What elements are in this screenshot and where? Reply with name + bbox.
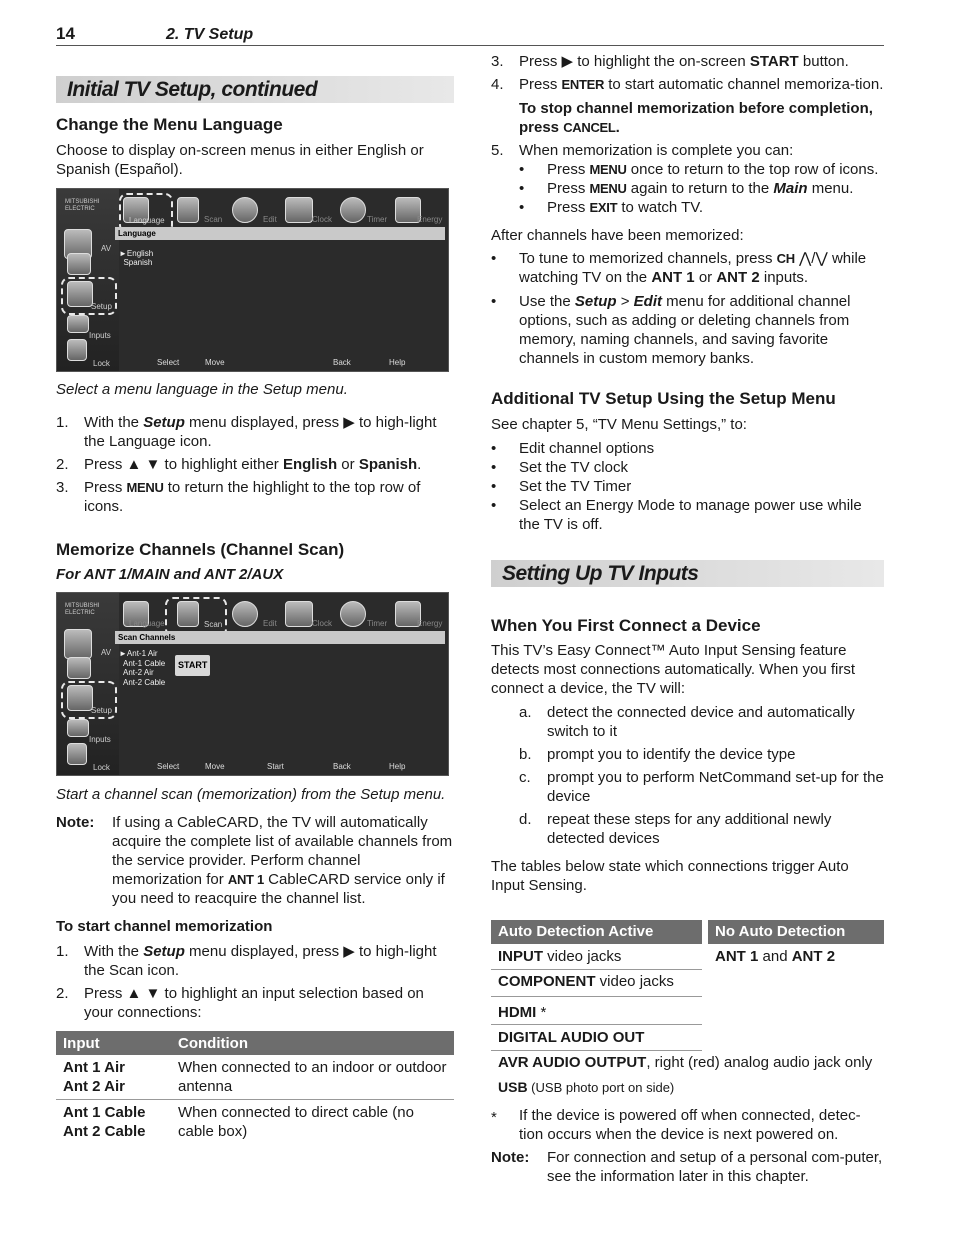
footer-start: Start bbox=[267, 762, 284, 771]
language-caption: Select a menu language in the Setup menu. bbox=[56, 381, 348, 398]
clock-icon-label: Clock bbox=[312, 215, 333, 224]
table-cell: AVR AUDIO OUTPUT, right (red) analog audio jack only bbox=[498, 1054, 873, 1071]
table-cell: USB (USB photo port on side) bbox=[498, 1079, 675, 1095]
table-header-row bbox=[56, 1031, 454, 1055]
lock-label: Lock bbox=[93, 359, 110, 368]
lock-icon bbox=[67, 339, 87, 361]
additional-setup-heading: Additional TV Setup Using the Setup Menu bbox=[491, 389, 836, 408]
menu-language-intro: Choose to display on-screen menus in either English or Spanish (Español). bbox=[56, 142, 424, 178]
ch-icon bbox=[232, 601, 258, 627]
clock-icon bbox=[285, 601, 313, 627]
setup-icon bbox=[67, 685, 93, 711]
language-icon-label: Language bbox=[129, 216, 165, 225]
note-label: Note: bbox=[56, 814, 95, 831]
option-spanish: Spanish bbox=[119, 258, 153, 267]
inputs-icon bbox=[67, 315, 89, 333]
additional-bullets bbox=[491, 439, 884, 534]
language-menu-screenshot bbox=[56, 188, 449, 372]
footer-help: Help bbox=[389, 762, 406, 771]
col-auto-detection: Auto Detection Active bbox=[491, 920, 702, 944]
footer-move: Move bbox=[205, 762, 225, 771]
scan-subheading: For ANT 1/MAIN and ANT 2/AUX bbox=[56, 566, 284, 583]
list-item: 4. Press ENTER to start automatic channel memoriza-tion. bbox=[491, 76, 884, 93]
scan-icon-label: Scan bbox=[204, 215, 223, 224]
scan-caption: Start a channel scan (memorization) from the Setup menu. bbox=[56, 786, 446, 803]
list-item: • Use the Setup > Edit menu for additional channel options, such as adding or deleting channels from memory, naming channels, and saving favorite channels in custom memory banks. bbox=[491, 293, 851, 367]
av-icon bbox=[64, 629, 92, 659]
pc-note: Note: For connection and setup of a personal com-puter, see the information later in this chapter. bbox=[491, 1149, 883, 1185]
list-item: 2. Press ▲ ▼ to highlight either English or Spanish. bbox=[56, 456, 422, 473]
list-item: • Press EXIT to watch TV. bbox=[519, 199, 704, 216]
footer-move: Move bbox=[205, 358, 225, 367]
table-cell: ANT 1 and ANT 2 bbox=[715, 948, 836, 965]
list-item: 1. With the Setup menu displayed, press ▶ to high-light the Language icon. bbox=[56, 414, 437, 450]
additional-intro: See chapter 5, “TV Menu Settings,” to: bbox=[491, 416, 747, 433]
option-ant1-air: ►Ant-1 Air bbox=[119, 649, 158, 658]
energy-icon-label: Energy bbox=[417, 619, 443, 628]
list-item: 1. With the Setup menu displayed, press ▶ to high-light the Scan icon. bbox=[56, 943, 437, 979]
scan-icon bbox=[177, 197, 199, 223]
condition-cell: When connected to an indoor or outdoor antenna bbox=[171, 1055, 454, 1100]
lock-label: Lock bbox=[93, 763, 110, 772]
language-icon-label: Language bbox=[129, 619, 165, 628]
right-column bbox=[491, 52, 884, 895]
menu-bar: Language bbox=[115, 227, 445, 240]
timer-icon-label: Timer bbox=[367, 215, 388, 224]
section-banner: Initial TV Setup, continued bbox=[56, 76, 454, 103]
condition-cell: When connected to direct cable (no cable box) bbox=[178, 1104, 414, 1140]
list-item: 3. Press ▶ to highlight the on-screen START button. bbox=[491, 53, 849, 70]
step-5 bbox=[491, 141, 884, 160]
footer-back: Back bbox=[333, 762, 351, 771]
list-item: 2. Press ▲ ▼ to highlight an input selection based on your connections: bbox=[56, 985, 424, 1021]
list-item: c. prompt you to perform NetCommand set-up for the device bbox=[519, 769, 884, 805]
scan-icon-label: Scan bbox=[204, 620, 223, 629]
timer-icon-label: Timer bbox=[367, 619, 388, 628]
table-cell: INPUT video jacks bbox=[498, 948, 622, 965]
cablecard-note: Note: If using a CableCARD, the TV will automatically acquire the complete list of available channels from the service provider. Perform channel memorization for ANT 1 CableCARD service only if you need to reacquire the channel list. bbox=[56, 814, 453, 907]
stop-memorization-note: To stop channel memorization before completion, press CANCEL. bbox=[519, 100, 873, 136]
connect-heading: When You First Connect a Device bbox=[491, 616, 761, 635]
brand-logo: MITSUBISHI ELECTRIC bbox=[65, 199, 100, 212]
table-row bbox=[56, 1100, 454, 1145]
menu-language-heading: Change the Menu Language bbox=[56, 115, 283, 134]
after-memorized: After channels have been memorized: bbox=[491, 227, 744, 244]
list-item: b. prompt you to identify the device type bbox=[519, 746, 796, 763]
list-item: • Press MENU again to return to the Main menu. bbox=[519, 180, 854, 197]
table-cell: HDMI * bbox=[498, 1004, 547, 1021]
note-label: Note: bbox=[491, 1149, 530, 1166]
list-item: • Press MENU once to return to the top row of icons. bbox=[519, 161, 879, 178]
edit-icon-label: Edit bbox=[263, 619, 277, 628]
col-no-auto-detection: No Auto Detection bbox=[708, 920, 884, 944]
ch-icon bbox=[232, 197, 258, 223]
footer-select: Select bbox=[157, 358, 180, 367]
lock-icon bbox=[67, 743, 87, 765]
list-item: 5. When memorization is complete you can: bbox=[491, 142, 794, 159]
setup-icon bbox=[67, 281, 93, 307]
menu-footer bbox=[119, 357, 448, 369]
timer-icon bbox=[340, 601, 366, 627]
inputs-icon bbox=[67, 719, 89, 737]
energy-icon-label: Energy bbox=[417, 215, 443, 224]
av-label: AV bbox=[101, 648, 112, 657]
list-item: d. repeat these steps for any additional newly detected devices bbox=[519, 811, 832, 847]
clock-icon bbox=[285, 197, 313, 223]
option-ant1-cable: Ant-1 Cable bbox=[119, 658, 166, 668]
edit-icon-label: Edit bbox=[263, 215, 277, 224]
input-cell: Ant 1 Air Ant 2 Air bbox=[56, 1055, 171, 1100]
page-header bbox=[56, 22, 884, 46]
start-button: START bbox=[175, 655, 210, 676]
setup-label: Setup bbox=[91, 302, 112, 311]
footer-back: Back bbox=[333, 358, 351, 367]
tables-intro: The tables below state which connections trigger Auto Input Sensing. bbox=[491, 858, 849, 894]
table-row bbox=[56, 1055, 454, 1100]
list-item: • Set the TV Timer bbox=[491, 478, 632, 495]
setup-label: Setup bbox=[91, 706, 112, 715]
table-cell: COMPONENT video jacks bbox=[498, 973, 674, 990]
list-item: 3. Press MENU to return the highlight to the top row of icons. bbox=[56, 479, 421, 515]
inputs-label: Inputs bbox=[89, 735, 111, 744]
chapter-title: 2. TV Setup bbox=[166, 26, 254, 43]
connect-steps bbox=[491, 703, 884, 848]
scan-steps-continued bbox=[491, 52, 884, 94]
language-steps bbox=[56, 413, 454, 516]
clock-icon-label: Clock bbox=[312, 619, 333, 628]
cc-icon bbox=[67, 657, 91, 679]
col-input: Input bbox=[56, 1031, 171, 1055]
footnote: * If the device is powered off when connected, detec-tion occurs when the device is next powered on. bbox=[491, 1107, 861, 1143]
step-5-bullets bbox=[491, 160, 884, 217]
av-label: AV bbox=[101, 244, 112, 253]
scan-icon bbox=[177, 601, 199, 627]
option-ant2-air: Ant-2 Air bbox=[119, 668, 154, 677]
list-item: • To tune to memorized channels, press CH ⋀/⋁ while watching TV on the ANT 1 or ANT 2 inputs. bbox=[491, 250, 867, 286]
inputs-label: Inputs bbox=[89, 331, 111, 340]
footer-select: Select bbox=[157, 762, 180, 771]
list-item: • Edit channel options bbox=[491, 440, 655, 457]
brand-logo: MITSUBISHI ELECTRIC bbox=[65, 603, 100, 616]
timer-icon bbox=[340, 197, 366, 223]
footnotes bbox=[491, 1106, 884, 1186]
col-condition: Condition bbox=[171, 1031, 454, 1055]
left-column bbox=[56, 54, 454, 1144]
section-banner: Setting Up TV Inputs bbox=[491, 560, 884, 587]
list-item: • Select an Energy Mode to manage power use while the TV is off. bbox=[491, 497, 862, 533]
table-cell: DIGITAL AUDIO OUT bbox=[498, 1029, 645, 1046]
auto-detection-table bbox=[491, 920, 884, 1095]
scan-menu-screenshot bbox=[56, 592, 449, 776]
list-item: a. detect the connected device and automatically switch to it bbox=[519, 704, 855, 740]
footer-help: Help bbox=[389, 358, 406, 367]
footnote-mark: * bbox=[491, 1109, 497, 1126]
cc-icon bbox=[67, 253, 91, 275]
start-memorization-heading: To start channel memorization bbox=[56, 918, 273, 935]
menu-bar: Scan Channels bbox=[115, 631, 445, 644]
scan-heading: Memorize Channels (Channel Scan) bbox=[56, 540, 345, 559]
list-item: • Set the TV clock bbox=[491, 459, 628, 476]
option-ant2-cable: Ant-2 Cable bbox=[119, 677, 166, 687]
connect-intro: This TV’s Easy Connect™ Auto Input Sensing feature detects most connections automatically. When you first connect a device, the TV will: bbox=[491, 642, 856, 697]
page-number: 14 bbox=[56, 24, 75, 43]
input-cell: Ant 1 Cable Ant 2 Cable bbox=[63, 1104, 146, 1140]
after-bullets bbox=[491, 249, 884, 368]
input-condition-table bbox=[56, 1031, 454, 1144]
option-english: ►English bbox=[119, 249, 154, 258]
scan-steps bbox=[56, 942, 454, 1022]
menu-footer bbox=[119, 761, 448, 773]
